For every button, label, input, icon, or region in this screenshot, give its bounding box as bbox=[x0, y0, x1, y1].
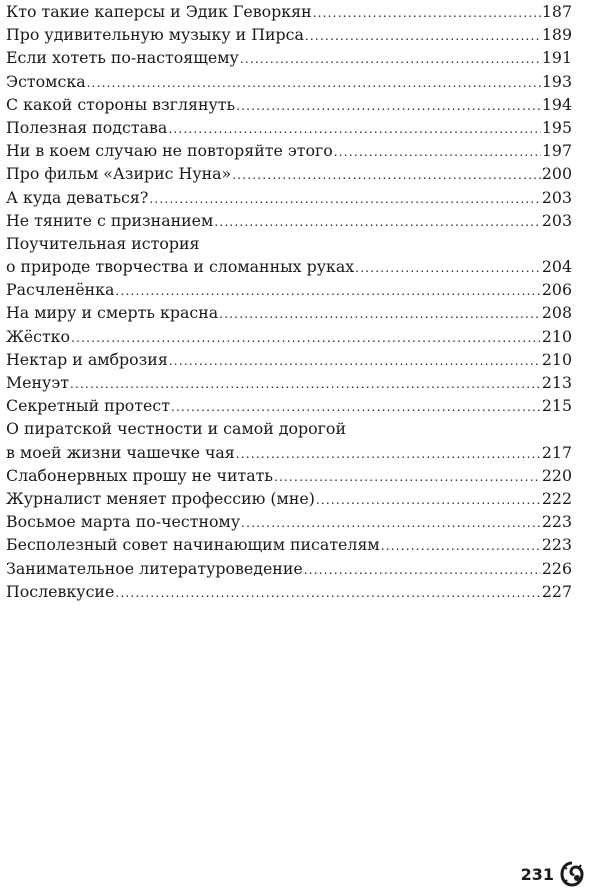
toc-entry-page: 187 bbox=[541, 2, 572, 21]
toc-entry-title: в моей жизни чашечке чая bbox=[6, 442, 235, 462]
toc-entry-page: 213 bbox=[541, 373, 572, 392]
dot-leader bbox=[274, 466, 541, 489]
toc-entry-page: 227 bbox=[541, 581, 572, 601]
dot-leader bbox=[305, 25, 541, 48]
dot-leader bbox=[316, 489, 541, 512]
toc-entry bbox=[6, 116, 572, 139]
dot-leader bbox=[381, 535, 541, 558]
toc-entry-title: Журналист меняет профессию (мне) bbox=[6, 488, 315, 508]
dot-leader bbox=[87, 72, 541, 95]
dot-leader bbox=[355, 257, 541, 280]
toc-entry-title: Про фильм «Азирис Нуна» bbox=[6, 164, 232, 184]
dot-leader bbox=[115, 582, 541, 605]
toc-entry bbox=[6, 0, 572, 23]
toc-entry bbox=[6, 301, 572, 324]
toc-entry-title: А куда деваться? bbox=[6, 187, 149, 207]
dot-leader bbox=[70, 373, 541, 396]
toc-entry-page: 197 bbox=[541, 141, 572, 161]
toc-entry-page: 222 bbox=[541, 488, 572, 508]
toc-entry bbox=[6, 533, 572, 556]
toc-entry-title: Поучительная история bbox=[6, 233, 200, 253]
toc-entry-page: 220 bbox=[541, 465, 572, 485]
toc-entry-title: Про удивительную музыку и Пирса bbox=[6, 25, 304, 45]
dot-leader bbox=[304, 559, 541, 582]
toc-entry bbox=[6, 487, 572, 510]
toc-entry-page: 191 bbox=[541, 48, 572, 68]
toc-entry-title: Слабонервных прошу не читать bbox=[6, 465, 273, 485]
dot-leader bbox=[236, 443, 541, 466]
dot-leader bbox=[241, 512, 541, 535]
toc-entry-title: О пиратской честности и самой дорогой bbox=[6, 419, 346, 439]
toc-entry-title: Занимательное литературоведение bbox=[6, 558, 303, 578]
toc-entry bbox=[6, 70, 572, 93]
toc-entry-title: С какой стороны взглянуть bbox=[6, 94, 236, 114]
toc-entry-title: На миру и смерть красна bbox=[6, 303, 219, 323]
toc-entry-title: Расчленёнка bbox=[6, 280, 115, 300]
toc-entry-title: Кто такие каперсы и Эдик Геворкян bbox=[6, 2, 312, 21]
dot-leader bbox=[171, 396, 541, 419]
toc-entry-page: 193 bbox=[541, 71, 572, 91]
dot-leader bbox=[232, 164, 541, 187]
toc-entry bbox=[6, 209, 572, 232]
toc-entry-title: Бесполезный совет начинающим писателям bbox=[6, 535, 380, 555]
toc-entry-page: 223 bbox=[541, 535, 572, 555]
toc-entry-page: 189 bbox=[541, 25, 572, 45]
page-footer bbox=[521, 861, 584, 887]
toc-entry-page: 206 bbox=[541, 280, 572, 300]
dot-leader bbox=[219, 303, 541, 326]
toc-entry-page: 226 bbox=[541, 558, 572, 578]
dot-leader bbox=[214, 211, 541, 234]
toc-entry-title: Секретный протест bbox=[6, 396, 170, 416]
toc-entry bbox=[6, 371, 572, 394]
dot-leader bbox=[168, 118, 541, 141]
toc-entry bbox=[6, 162, 572, 185]
toc-entry bbox=[6, 441, 572, 464]
toc-entry-title: Восьмое марта по-честному bbox=[6, 512, 241, 532]
page-number: 231 bbox=[520, 864, 554, 884]
toc-entry-page: 194 bbox=[541, 94, 572, 114]
dot-leader bbox=[240, 48, 541, 71]
toc-entry bbox=[6, 394, 572, 417]
toc-entry bbox=[6, 417, 572, 440]
toc-entry-page: 203 bbox=[541, 210, 572, 230]
toc-entry bbox=[6, 557, 572, 580]
toc-entry bbox=[6, 46, 572, 69]
dot-leader bbox=[149, 188, 541, 211]
toc-entry-title: о природе творчества и сломанных руках bbox=[6, 257, 355, 277]
toc-entry bbox=[6, 93, 572, 116]
toc-entry bbox=[6, 255, 572, 278]
dot-leader bbox=[71, 327, 541, 350]
dot-leader bbox=[313, 2, 541, 25]
toc-entry-title: Полезная подстава bbox=[6, 117, 168, 137]
toc-entry bbox=[6, 278, 572, 301]
toc-entry-page: 208 bbox=[541, 303, 572, 323]
toc-entry-title: Послевкусие bbox=[6, 581, 115, 601]
toc-entry-title: Ни в коем случаю не повторяйте этого bbox=[6, 141, 333, 161]
dot-leader bbox=[236, 95, 541, 118]
toc-entry-title: Если хотеть по-настоящему bbox=[6, 48, 239, 68]
toc-entry bbox=[6, 23, 572, 46]
toc-entry bbox=[6, 325, 572, 348]
toc-entry-title: Эстомска bbox=[6, 71, 86, 91]
toc-entry bbox=[6, 232, 572, 255]
toc-entry-title: Нектар и амброзия bbox=[6, 349, 168, 369]
toc-entry-page: 203 bbox=[541, 187, 572, 207]
toc-entry-title: Менуэт bbox=[6, 373, 69, 392]
toc-entry bbox=[6, 580, 572, 603]
toc-entry-page: 195 bbox=[541, 117, 572, 137]
toc-entry bbox=[6, 186, 572, 209]
toc-entry-page: 210 bbox=[541, 349, 572, 369]
publisher-logo-icon bbox=[560, 861, 584, 887]
table-of-contents bbox=[6, 0, 572, 603]
dot-leader bbox=[115, 280, 540, 303]
toc-entry-title: Не тяните с признанием bbox=[6, 210, 214, 230]
toc-entry-page: 215 bbox=[541, 396, 572, 416]
toc-entry-page: 223 bbox=[541, 512, 572, 532]
toc-entry-page: 204 bbox=[541, 257, 572, 277]
toc-entry bbox=[6, 510, 572, 533]
toc-entry bbox=[6, 139, 572, 162]
toc-entry bbox=[6, 348, 572, 371]
toc-entry-page: 210 bbox=[541, 326, 572, 346]
dot-leader bbox=[169, 350, 541, 373]
toc-entry-page: 217 bbox=[541, 442, 572, 462]
toc-entry bbox=[6, 464, 572, 487]
toc-entry-page: 200 bbox=[541, 164, 572, 184]
dot-leader bbox=[334, 141, 541, 164]
toc-entry-title: Жёстко bbox=[6, 326, 71, 346]
